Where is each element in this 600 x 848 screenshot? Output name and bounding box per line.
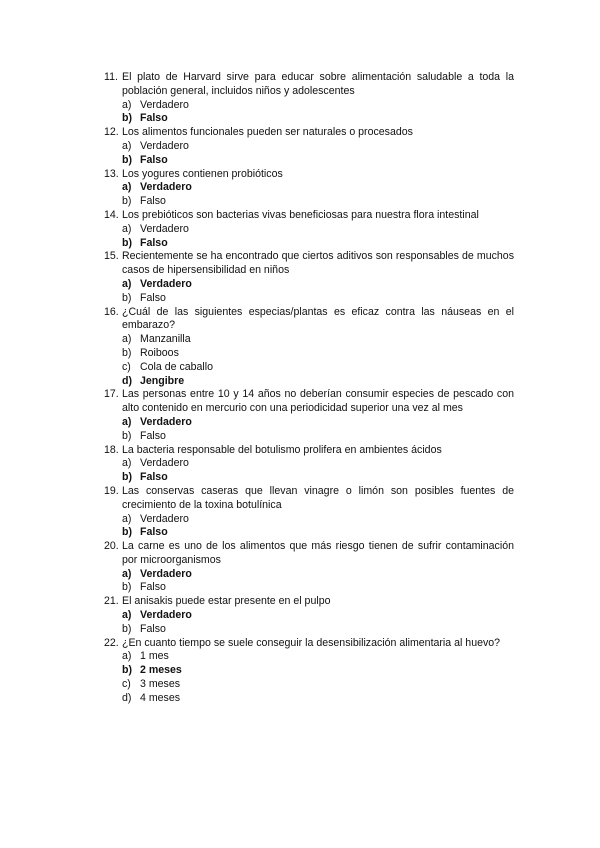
question-header: [104, 250, 514, 278]
answer-option: [104, 513, 514, 527]
option-text: Jengibre: [140, 374, 185, 387]
answer-option: [104, 430, 514, 444]
option-text: Falso: [140, 153, 168, 166]
answer-option: [104, 692, 514, 706]
option-letter: a): [122, 609, 132, 622]
answer-option: [104, 457, 514, 471]
option-text: Verdadero: [140, 222, 189, 235]
option-letter: a): [122, 567, 132, 580]
option-letter: a): [122, 512, 132, 525]
question-number: 12.: [104, 126, 119, 139]
option-letter: b): [122, 471, 132, 484]
question-header: [104, 637, 514, 651]
answer-option: [104, 99, 514, 113]
option-letter: b): [122, 236, 132, 249]
option-text: Falso: [140, 622, 166, 635]
answer-option-correct: [104, 664, 514, 678]
option-text: Falso: [140, 429, 166, 442]
option-text: Verdadero: [140, 609, 192, 622]
question-number: 22.: [104, 636, 119, 649]
option-text: Falso: [140, 581, 166, 594]
question-text: Las personas entre 10 y 14 años no deberían consumir especies de pescado con alto contenido en mercurio con una periodicidad superior una vez al mes: [122, 388, 514, 415]
question-number: 17.: [104, 388, 119, 401]
question-header: [104, 126, 514, 140]
question-item: [104, 540, 514, 595]
question-text: Recientemente se ha encontrado que ciertos aditivos son responsables de muchos casos de hipersensibilidad en niños: [122, 250, 514, 277]
option-text: Manzanilla: [140, 333, 191, 346]
question-item: [104, 485, 514, 540]
option-letter: b): [122, 153, 132, 166]
answer-option: [104, 292, 514, 306]
option-letter: a): [122, 98, 132, 111]
option-text: Roiboos: [140, 346, 179, 359]
option-letter: c): [122, 360, 131, 373]
option-text: 1 mes: [140, 650, 169, 663]
answer-option: [104, 623, 514, 637]
answer-option-correct: [104, 154, 514, 168]
option-letter: b): [122, 664, 132, 677]
option-letter: d): [122, 691, 132, 704]
answer-option: [104, 195, 514, 209]
answer-option: [104, 347, 514, 361]
option-letter: a): [122, 415, 132, 428]
option-letter: a): [122, 139, 132, 152]
option-letter: a): [122, 457, 132, 470]
question-text: ¿Cuál de las siguientes especias/plantas es eficaz contra las náuseas en el embarazo?: [122, 305, 514, 332]
answer-option-correct: [104, 609, 514, 623]
option-letter: a): [122, 333, 132, 346]
question-number: 18.: [104, 443, 119, 456]
question-item: [104, 444, 514, 485]
question-header: [104, 444, 514, 458]
question-number: 16.: [104, 305, 119, 318]
question-header: [104, 71, 514, 99]
question-number: 15.: [104, 250, 119, 263]
answer-option: [104, 650, 514, 664]
question-number: 19.: [104, 484, 119, 497]
option-text: Verdadero: [140, 457, 189, 470]
question-item: [104, 168, 514, 209]
question-number: 21.: [104, 595, 119, 608]
option-text: Falso: [140, 526, 168, 539]
option-letter: d): [122, 374, 132, 387]
answer-option: [104, 333, 514, 347]
question-item: [104, 250, 514, 305]
question-list: [104, 71, 514, 706]
question-header: [104, 306, 514, 334]
question-item: [104, 209, 514, 250]
answer-option-correct: [104, 112, 514, 126]
option-text: Verdadero: [140, 415, 192, 428]
answer-option: [104, 581, 514, 595]
option-text: Verdadero: [140, 139, 189, 152]
question-text: Los prebióticos son bacterias vivas beneficiosas para nuestra flora intestinal: [122, 208, 479, 221]
option-text: Falso: [140, 236, 168, 249]
answer-option-correct: [104, 526, 514, 540]
question-header: [104, 595, 514, 609]
question-text: Los alimentos funcionales pueden ser naturales o procesados: [122, 126, 413, 139]
question-number: 14.: [104, 208, 119, 221]
option-text: Verdadero: [140, 567, 192, 580]
option-text: Verdadero: [140, 98, 189, 111]
question-text: ¿En cuanto tiempo se suele conseguir la desensibilización alimentaria al huevo?: [122, 636, 501, 649]
option-text: Cola de caballo: [140, 360, 214, 373]
question-item: [104, 306, 514, 389]
question-item: [104, 595, 514, 636]
question-text: La carne es uno de los alimentos que más riesgo tienen de sufrir contaminación por microorganismos: [122, 540, 514, 566]
question-header: [104, 168, 514, 182]
question-number: 11.: [104, 71, 118, 83]
option-letter: b): [122, 581, 132, 594]
option-letter: b): [122, 622, 132, 635]
question-header: [104, 209, 514, 223]
option-text: Falso: [140, 112, 168, 125]
question-item: [104, 71, 514, 126]
question-header: [104, 540, 514, 568]
option-letter: b): [122, 112, 132, 125]
option-text: Verdadero: [140, 181, 192, 194]
option-text: 3 meses: [140, 678, 181, 691]
question-text: Los yogures contienen probióticos: [122, 167, 283, 180]
option-text: Falso: [140, 291, 166, 304]
answer-option: [104, 678, 514, 692]
answer-option-correct: [104, 568, 514, 582]
answer-option-correct: [104, 278, 514, 292]
option-text: Falso: [140, 195, 166, 208]
question-header: [104, 485, 514, 513]
answer-option: [104, 140, 514, 154]
option-letter: b): [122, 429, 132, 442]
answer-option-correct: [104, 375, 514, 389]
option-letter: c): [122, 678, 131, 691]
option-text: Falso: [140, 471, 168, 484]
question-number: 13.: [104, 167, 119, 180]
option-letter: b): [122, 346, 132, 359]
answer-option-correct: [104, 471, 514, 485]
option-text: 4 meses: [140, 691, 181, 704]
question-header: [104, 388, 514, 416]
question-number: 20.: [104, 540, 119, 553]
option-letter: a): [122, 222, 132, 235]
option-letter: a): [122, 277, 132, 290]
option-letter: b): [122, 526, 132, 539]
question-item: [104, 388, 514, 443]
option-text: Verdadero: [140, 512, 189, 525]
answer-option: [104, 223, 514, 237]
option-letter: b): [122, 195, 132, 208]
answer-option-correct: [104, 416, 514, 430]
question-item: [104, 637, 514, 706]
option-letter: b): [122, 291, 132, 304]
question-item: [104, 126, 514, 167]
answer-option-correct: [104, 181, 514, 195]
option-letter: a): [122, 181, 132, 194]
option-letter: a): [122, 650, 132, 663]
question-text: El anisakis puede estar presente en el pulpo: [122, 595, 331, 608]
option-text: Verdadero: [140, 277, 192, 290]
answer-option: [104, 361, 514, 375]
question-text: La bacteria responsable del botulismo prolifera en ambientes ácidos: [122, 443, 442, 456]
answer-option-correct: [104, 237, 514, 251]
question-text: El plato de Harvard sirve para educar sobre alimentación saludable a toda la población general, incluidos niños y adolescentes: [122, 71, 514, 97]
option-text: 2 meses: [140, 664, 182, 677]
question-text: Las conservas caseras que llevan vinagre o limón son posibles fuentes de crecimiento de la toxina botulínica: [122, 484, 514, 511]
